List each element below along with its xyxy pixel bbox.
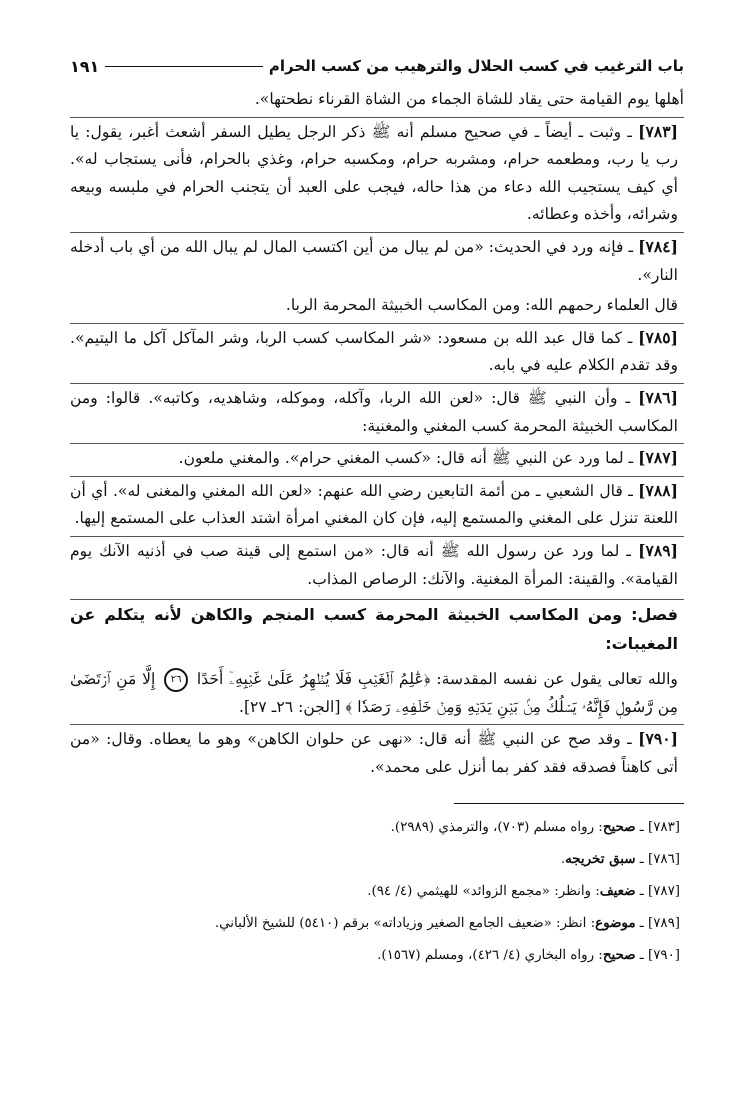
paragraph <box>70 383 684 440</box>
paragraph-text: ـ فإنه ورد في الحديث: «من لم يبال من أين اكتسب المال لم يبال الله من أي باب أدخله النار». <box>70 237 678 284</box>
paragraph-text: ـ وأن النبي ﷺ قال: «لعن الله الربا، وآكله، وموكله، وشاهديه، وكاتبه». قالوا: ومن المكاسب الخبيثة المحرمة كسب المغني والمغنية: <box>70 388 678 435</box>
paragraph-text: ـ لما ورد عن النبي ﷺ أنه قال: «كسب المغني حرام». والمغني ملعون. <box>178 449 639 468</box>
footnote-grade: صحيح <box>602 947 636 964</box>
hadith-number: [٧٨٣] <box>638 121 678 141</box>
verse-continuation: إِلَّا مَنِ ٱرۡتَضَىٰ مِن رَّسُولٖ فَإِنَّهُۥ يَسۡلُكُ مِنۢ بَيۡنِ يَدَيۡهِ وَمِنۡ خَلۡفِهِۦ رَصَدٗا ﴾ [الجن: ٢٦ـ ٢٧]. <box>70 670 678 716</box>
paragraph-text: ـ وثبت ـ أيضاً ـ في صحيح مسلم أنه ﷺ ذكر الرجل يطيل السفر أشعث أغبر، يقول: يا رب يا رب، ومطعمه حرام، ومشربه حرام، ومكسبه حرام، وغذي بالحرام، فأنى يستجاب له». أي كيف يستجيب الله دعاء من هذا حاله، فيجب على العبد أن يتجنب الحرام في ملبسه وبيعه وشرائه، وأخذه وعطائه. <box>70 122 678 224</box>
paragraph <box>70 443 684 473</box>
footnote: [٧٨٩] ـ موضوع: انظر: «ضعيف الجامع الصغير وزياداته» برقم (٥٤١٠) للشيخ الألباني. <box>214 915 680 932</box>
footnote-text: : وانظر: «مجمع الزوائد» للهيثمي (٤/ ٩٤). <box>367 884 600 900</box>
footnote-grade: صحيح <box>602 819 636 836</box>
page-number: ١٩١ <box>70 56 100 76</box>
hadith-number: [٧٨٨] <box>638 480 678 500</box>
footnote-text: . <box>560 852 566 868</box>
footnote-ref: [٧٩٠] <box>647 948 680 964</box>
running-title: باب الترغيب في كسب الحلال والترهيب من كسب الحرام <box>268 57 684 75</box>
footnote: [٧٨٣] ـ صحيح: رواه مسلم (٧٠٣)، والترمذي (٢٩٨٩). <box>390 819 680 836</box>
footnote-ref: [٧٨٣] <box>647 820 680 836</box>
footnote-ref: [٧٨٦] <box>647 852 680 868</box>
page-header <box>70 52 684 80</box>
footnote-text: : رواه البخاري (٤/ ٤٢٦)، ومسلم (١٥٦٧). <box>377 948 603 964</box>
verse-number-badge: ٢٦ <box>164 668 188 692</box>
footnote: [٧٨٦] ـ سبق تخريجه. <box>560 851 680 868</box>
hadith-number: [٧٩٠] <box>638 729 678 749</box>
paragraph-text: قال العلماء رحمهم الله: ومن المكاسب الخبيثة المحرمة الربا. <box>285 296 678 315</box>
footnotes <box>70 814 684 969</box>
footnote-grade: موضوع <box>595 915 636 932</box>
hadith-number: [٧٨٦] <box>638 387 678 407</box>
paragraph <box>70 536 684 593</box>
main-text <box>70 86 684 781</box>
paragraph-text: ـ كما قال عبد الله بن مسعود: «شر المكاسب كسب الربا، وشر المآكل آكل ما اليتيم». وقد تقدم الكلام عليه في بابه. <box>70 328 678 375</box>
footnote-grade: سبق تخريجه <box>565 851 636 868</box>
footnote-text: : رواه مسلم (٧٠٣)، والترمذي (٢٩٨٩). <box>390 820 603 836</box>
footnote-grade: ضعيف <box>599 883 636 900</box>
paragraph <box>70 117 684 229</box>
hadith-number: [٧٨٩] <box>638 540 678 560</box>
hadith-number: [٧٨٤] <box>638 236 678 256</box>
paragraph <box>70 292 684 320</box>
quran-verse-paragraph <box>70 666 684 721</box>
section-heading: فصل: ومن المكاسب الخبيثة المحرمة كسب المنجم والكاهن لأنه يتكلم عن المغيبات: <box>70 599 684 658</box>
paragraph <box>70 86 684 114</box>
paragraph <box>70 232 684 289</box>
footnote-text: : انظر: «ضعيف الجامع الصغير وزياداته» برقم (٥٤١٠) للشيخ الألباني. <box>214 916 596 932</box>
footnote-ref: [٧٨٧] <box>647 884 680 900</box>
paragraph-text: ـ وقد صح عن النبي ﷺ أنه قال: «نهى عن حلوان الكاهن» وهو ما يعطاه. وقال: «من أتى كاهناً فصدقه فقد كفر بما أنزل على محمد». <box>70 730 678 776</box>
footnote: [٧٩٠] ـ صحيح: رواه البخاري (٤/ ٤٢٦)، ومسلم (١٥٦٧). <box>377 947 680 964</box>
paragraph <box>70 724 684 781</box>
footnote: [٧٨٧] ـ ضعيف: وانظر: «مجمع الزوائد» للهيثمي (٤/ ٩٤). <box>367 883 680 900</box>
paragraph-text: أهلها يوم القيامة حتى يقاد للشاة الجماء من الشاة القرناء نطحتها». <box>254 90 684 108</box>
header-rule <box>105 66 263 67</box>
footnote-ref: [٧٨٩] <box>647 916 680 932</box>
verse-intro: والله تعالى يقول عن نفسه المقدسة: ﴿عَٰلِمُ ٱلۡغَيۡبِ فَلَا يُظۡهِرُ عَلَىٰ غَيۡبِهِۦٓ أَحَدًا <box>196 670 678 689</box>
paragraph-text: ـ قال الشعبي ـ من أئمة التابعين رضي الله عنهم: «لعن الله المغني والمغنى له». أي أن اللعنة تنزل على المغني والمستمع إليه، فإن كان المغني امرأة اشتد العذاب على المستمع إليها. <box>70 481 678 528</box>
paragraph <box>70 476 684 533</box>
hadith-number: [٧٨٧] <box>638 448 678 468</box>
hadith-number: [٧٨٥] <box>638 327 678 347</box>
footnote-separator <box>454 803 684 804</box>
paragraph-text: ـ لما ورد عن رسول الله ﷺ أنه قال: «من استمع إلى قينة صب في أذنيه الآنك يوم القيامة». والقينة: المرأة المغنية. والآنك: الرصاص المذاب. <box>70 541 678 588</box>
paragraph <box>70 323 684 380</box>
